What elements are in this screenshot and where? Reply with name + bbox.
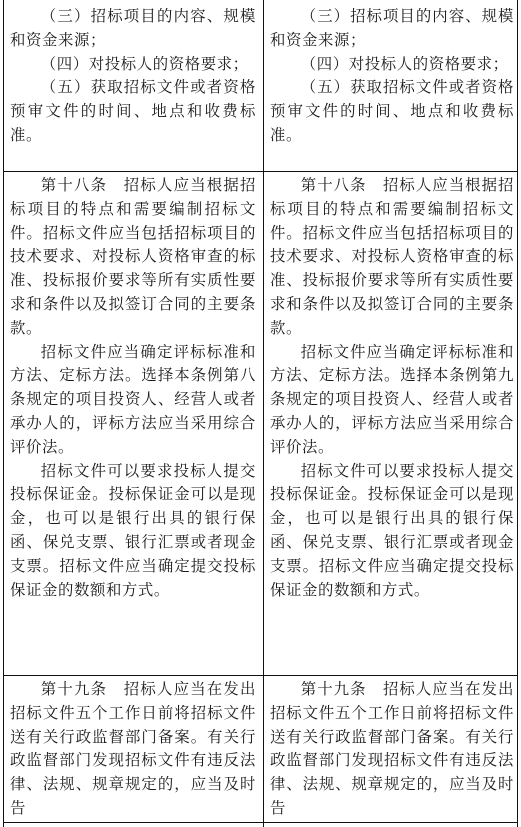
row3-right-para1: 第十九条 招标人应当在发出招标文件五个工作日前将招标文件送有关行政监督部门备案。有关行政监督部门发现招标文件有违反法律、法规、规章规定的，应当及时告 — [270, 680, 514, 817]
row1-right-cell — [270, 5, 514, 171]
row2-left-para1: 第十八条 招标人应当根据招标项目的特点和需要编制招标文件。招标文件应当包括招标项目的技术要求、对投标人资格审查的标准、投标报价要求等所有实质性要求和条件以及拟签订合同的主要条款。 — [10, 176, 256, 337]
row1-left-cell — [10, 5, 256, 171]
row3-left-para1: 第十九条 招标人应当在发出招标文件五个工作日前将招标文件送有关行政监督部门备案。有关行政监督部门发现招标文件有违反法律、法规、规章规定的，应当及时告 — [10, 680, 256, 817]
row1-right-para1: （三）招标项目的内容、规模和资金来源； — [270, 7, 514, 49]
row-divider — [4, 822, 517, 823]
row3-left-cell — [10, 678, 256, 822]
row2-left-para3: 招标文件可以要求投标人提交投标保证金。投标保证金可以是现金，也可以是银行出具的银行保函、保兑支票、银行汇票或者现金支票。招标文件应当确定提交投标保证金的数额和方式。 — [10, 461, 256, 599]
row2-right-cell — [270, 174, 514, 674]
row1-left-para3: （五）获取招标文件或者资格预审文件的时间、地点和收费标准。 — [10, 78, 256, 144]
row2-right-para3: 招标文件可以要求投标人提交投标保证金。投标保证金可以是现金，也可以是银行出具的银行保函、保兑支票、银行汇票或者现金支票。招标文件应当确定提交投标保证金的数额和方式。 — [270, 461, 514, 599]
row2-left-cell — [10, 174, 256, 674]
column-divider — [263, 0, 264, 827]
row-divider — [4, 171, 517, 172]
comparison-table — [3, 0, 518, 827]
row2-right-para2: 招标文件应当确定评标标准和方法、定标方法。选择本条例第九条规定的项目投资人、经营人或者承办人的，评标方法应当采用综合评价法。 — [270, 342, 514, 456]
row1-left-para1: （三）招标项目的内容、规模和资金来源； — [10, 7, 256, 49]
row1-right-para2: （四）对投标人的资格要求； — [300, 54, 509, 73]
row1-left-para2: （四）对投标人的资格要求； — [40, 54, 249, 73]
row2-right-para1: 第十八条 招标人应当根据招标项目的特点和需要编制招标文件。招标文件应当包括招标项目的技术要求、对投标人资格审查的标准、投标报价要求等所有实质性要求和条件以及拟签订合同的主要条款。 — [270, 176, 514, 337]
row-divider — [4, 675, 517, 676]
row3-right-cell — [270, 678, 514, 822]
row2-left-para2: 招标文件应当确定评标标准和方法、定标方法。选择本条例第八条规定的项目投资人、经营人或者承办人的，评标方法应当采用综合评价法。 — [10, 342, 256, 456]
row1-right-para3: （五）获取招标文件或者资格预审文件的时间、地点和收费标准。 — [270, 78, 514, 144]
